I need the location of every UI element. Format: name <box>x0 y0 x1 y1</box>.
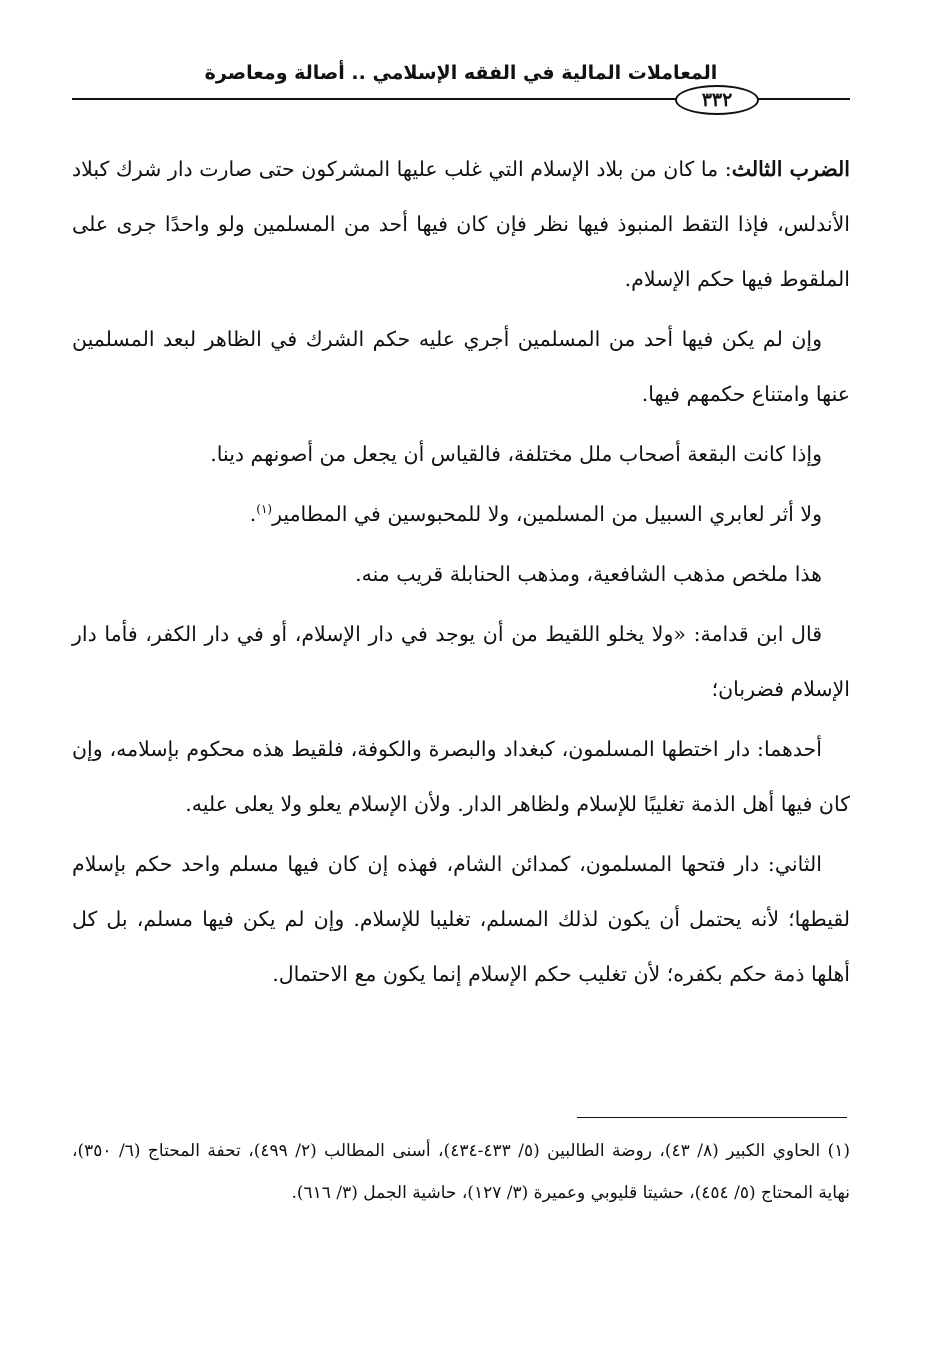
paragraph: وإذا كانت البقعة أصحاب ملل مختلفة، فالقياس أن يجعل من أصونهم دينا. <box>210 442 822 466</box>
paragraph: الثاني: دار فتحها المسلمون، كمدائن الشام، فهذه إن كان فيها مسلم واحد حكم بإسلام لقيطها؛ لأنه يحتمل أن يكون لذلك المسلم، تغليبا للإسلام. وإن لم يكن فيها مسلم، بل كل أهلها ذمة حكم بكفره؛ لأن تغليب حكم الإسلام إنما يكون مع الاحتمال. <box>72 852 850 986</box>
running-title: المعاملات المالية في الفقه الإسلامي .. أصالة ومعاصرة <box>204 62 718 84</box>
body-text <box>72 142 850 1002</box>
footnote: (١) الحاوي الكبير (٨/ ٤٣)، روضة الطالبين (٥/ ٤٣٣-٤٣٤)، أسنى المطالب (٢/ ٤٩٩)، تحفة المحتاج (٦/ ٣٥٠)، نهاية المحتاج (٥/ ٤٥٤)، حشيتا قليوبي وعميرة (٣/ ١٢٧)، حاشية الجمل (٣/ ٦١٦). <box>72 1141 851 1203</box>
footnote-reference[interactable]: (١) <box>256 502 273 517</box>
section-lead: الضرب الثالث <box>731 157 850 181</box>
paragraph: هذا ملخص مذهب الشافعية، ومذهب الحنابلة قريب منه. <box>355 562 822 586</box>
footnotes <box>72 1130 850 1214</box>
footnote-rule <box>577 1117 847 1118</box>
paragraph: وإن لم يكن فيها أحد من المسلمين أجري عليه حكم الشرك في الظاهر لبعد المسلمين عنها وامتناع حكمهم فيها. <box>72 327 850 406</box>
paragraph <box>72 487 850 542</box>
paragraph-end: . <box>249 502 257 526</box>
paragraph-text: ولا أثر لعابري السبيل من المسلمين، ولا للمحبوسين في المطامير <box>272 502 822 526</box>
paragraph-text: : ما كان من بلاد الإسلام التي غلب عليها المشركون حتى صارت دار شرك كبلاد الأندلس، فإذا التقط المنبوذ فيها نظر فإن كان فيها أحد من المسلمين ولو واحدًا جرى على الملقوط فيها حكم الإسلام. <box>72 157 850 291</box>
paragraph <box>72 142 850 307</box>
page-header <box>72 58 850 128</box>
page-number: ٣٣٢ <box>675 85 759 115</box>
paragraph: أحدهما: دار اختطها المسلمون، كبغداد والبصرة والكوفة، فلقيط هذه محكوم بإسلامه، وإن كان فيها أهل الذمة تغليبًا للإسلام ولظاهر الدار. ولأن الإسلام يعلو ولا يعلى عليه. <box>72 737 850 816</box>
paragraph: قال ابن قدامة: «ولا يخلو اللقيط من أن يوجد في دار الإسلام، أو في دار الكفر، فأما دار الإسلام فضربان؛ <box>72 622 850 701</box>
